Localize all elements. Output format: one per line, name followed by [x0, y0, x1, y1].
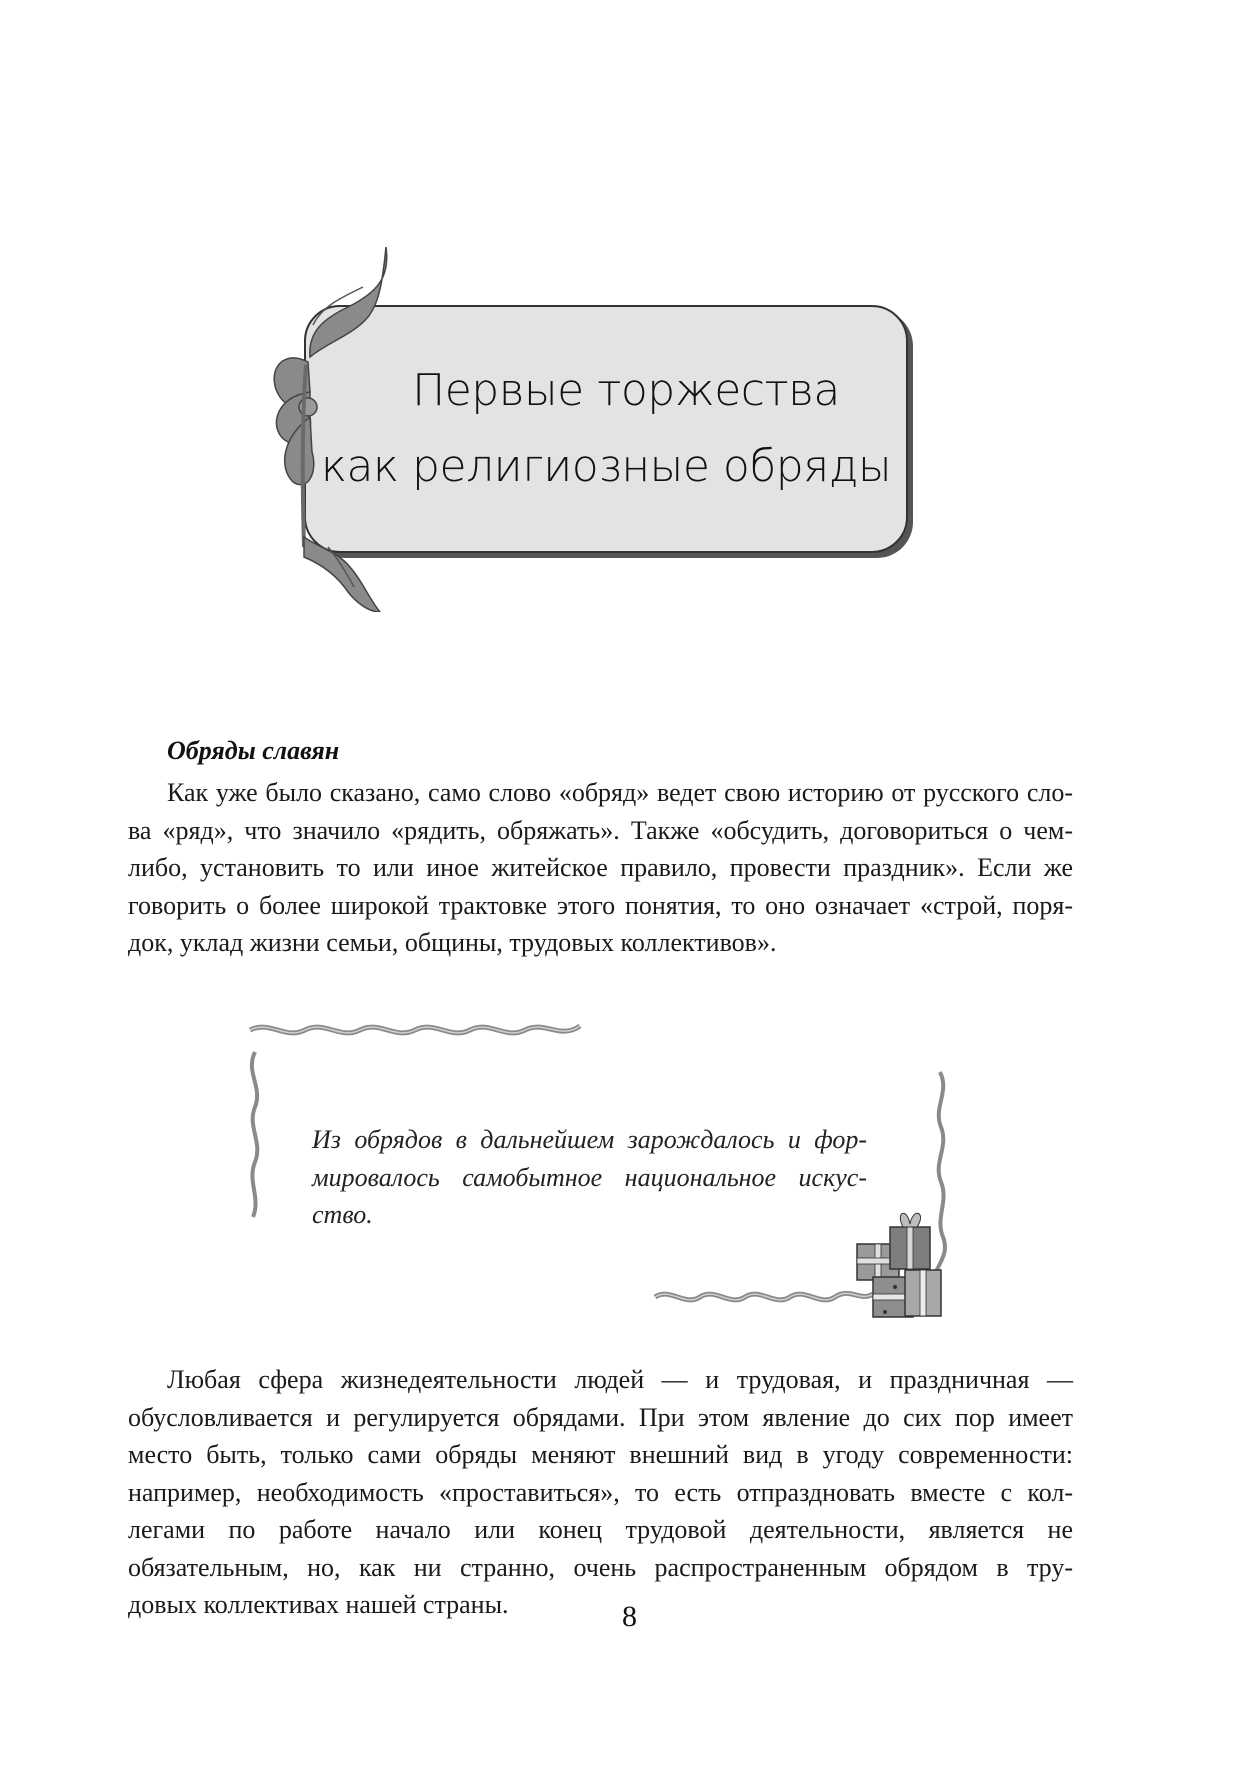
paragraph-2-line: легами по работе начало или конец трудовой деятельности, является не	[128, 1515, 1073, 1544]
paragraph-2-line: например, необходимость «проставиться», то есть отпраздновать вместе с кол-	[128, 1477, 1073, 1507]
paragraph-2-line: обязательным, но, как ни странно, очень распространенным обрядом в тру-	[128, 1552, 1073, 1582]
paragraph-1-line: говорить о более широкой трактовке этого понятия, то оно означает «строй, поря-	[128, 890, 1073, 920]
paragraph-1	[128, 774, 1073, 962]
paragraph-2-line: Любая сфера жизнедеятельности людей — и трудовая, и праздничная —	[167, 1365, 1073, 1394]
page-number: 8	[622, 1600, 637, 1633]
section-heading: Обряды славян	[167, 736, 340, 765]
callout-line: Из обрядов в дальнейшем зарождалось и фор-	[312, 1125, 867, 1154]
paragraph-2-line: обусловливается и регулируется обрядами. При этом явление до сих пор имеет	[128, 1402, 1073, 1432]
paragraph-2-line: довых коллективах нашей страны.	[128, 1590, 509, 1619]
chapter-title-line-1: Первые торжества	[412, 365, 840, 416]
callout-line: ство.	[312, 1200, 373, 1229]
paragraph-1-line: док, уклад жизни семьи, общины, трудовых коллективов».	[128, 928, 777, 957]
paragraph-2	[128, 1361, 1073, 1624]
paragraph-1-line: ва «ряд», что значило «рядить, обряжать». Также «обсудить, договориться о чем-	[128, 815, 1073, 845]
callout-text	[312, 1121, 867, 1234]
chapter-title-block	[268, 305, 908, 551]
paragraph-1-line: либо, установить то или иное житейское правило, провести праздник». Если же	[128, 853, 1073, 882]
callout-line: мировалось самобытное национальное искус-	[312, 1162, 867, 1192]
paragraph-2-line: место быть, только сами обряды меняют внешний вид в угоду современности:	[128, 1440, 1073, 1469]
chapter-title-line-2: как религиозные обряды	[320, 441, 892, 492]
paragraph-1-line: Как уже было сказано, само слово «обряд» ведет свою историю от русского сло-	[167, 778, 1073, 807]
gift-boxes-icon	[857, 1213, 941, 1317]
ribbon-bow-icon	[268, 247, 418, 612]
